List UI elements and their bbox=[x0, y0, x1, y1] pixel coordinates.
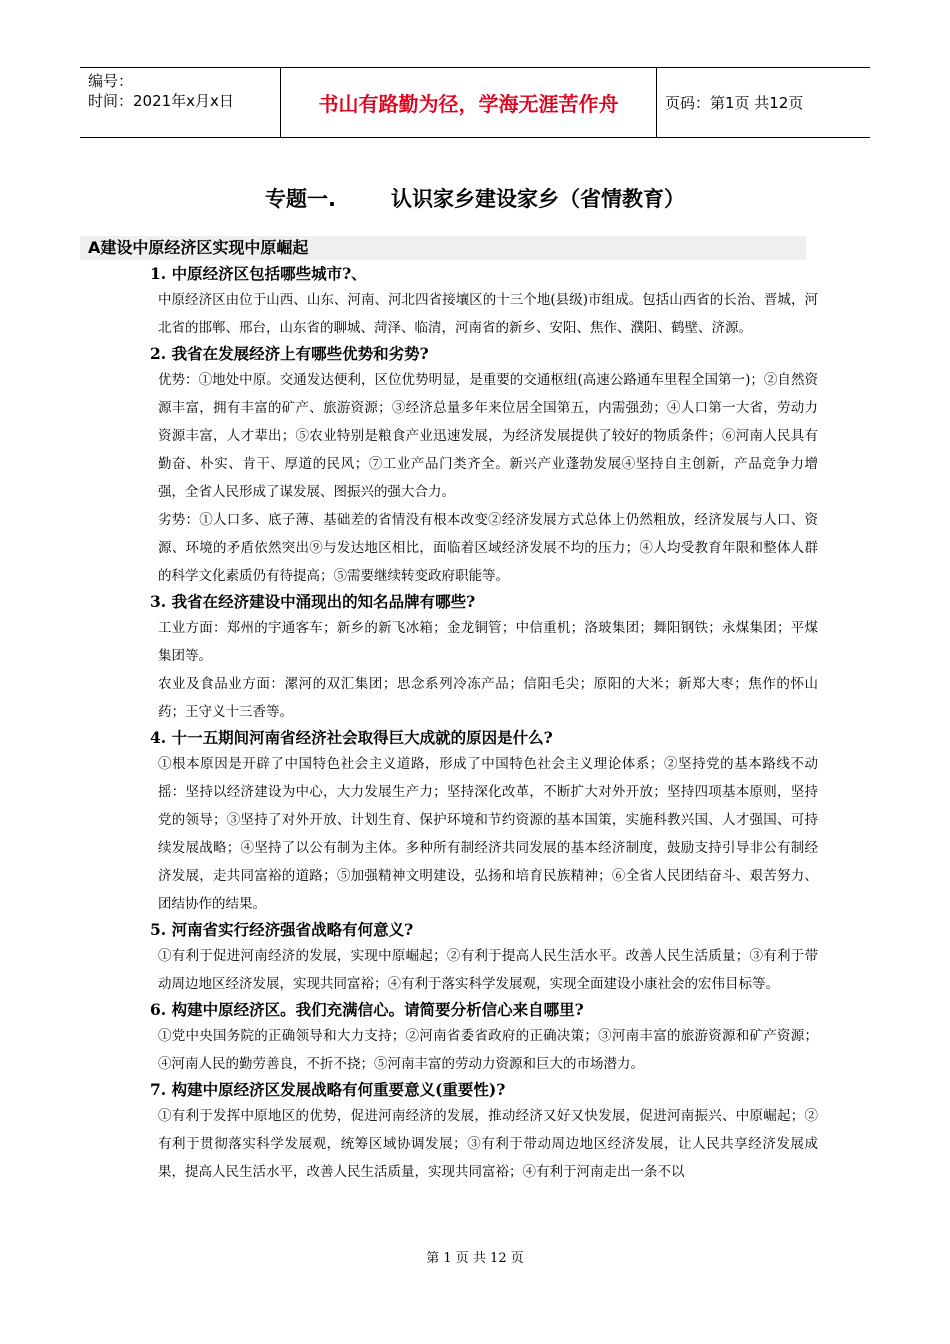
item-2 bbox=[150, 342, 818, 590]
question-heading: 6. 构建中原经济区。我们充满信心。请简要分析信心来自哪里? bbox=[150, 1000, 584, 1019]
question-heading: 1. 中原经济区包括哪些城市?、 bbox=[150, 264, 367, 283]
answer-paragraph: 优势：①地处中原。交通发达便利，区位优势明显，是重要的交通枢纽(高速公路通车里程全国第一)；②自然资源丰富，拥有丰富的矿产、旅游资源；③经济总量多年来位居全国第五，内需强劲；④人口第一大省，劳动力资源丰富，人才辈出；⑤农业特别是粮食产业迅速发展，为经济发展提供了较好的物质条件；⑥河南人民具有勤奋、朴实、肯干、厚道的民风；⑦工业产品门类齐全。新兴产业蓬勃发展④坚持自主创新，产品竞争力增强，全省人民形成了谋发展、图振兴的强大合力。 bbox=[158, 372, 818, 500]
section-heading: A建设中原经济区实现中原崛起 bbox=[80, 236, 806, 260]
item-3 bbox=[150, 590, 818, 726]
header-page-info: 页码：第1页 共12页 bbox=[665, 94, 804, 112]
content-body bbox=[150, 262, 818, 1186]
answer-paragraph: 中原经济区由位于山西、山东、河南、河北四省接壤区的十三个地(县级)市组成。包括山西省的长治、晋城，河北省的邯郸、邢台，山东省的聊城、菏泽、临清，河南省的新乡、安阳、焦作、濮阳、鹤壁、济源。 bbox=[158, 292, 818, 336]
item-6 bbox=[150, 998, 818, 1078]
answer-paragraph: 工业方面：郑州的宇通客车；新乡的新飞冰箱；金龙铜管；中信重机；洛玻集团；舞阳钢铁；永煤集团；平煤集团等。 bbox=[158, 620, 818, 664]
document-title bbox=[0, 183, 950, 213]
title-number: 专题一. bbox=[265, 187, 336, 211]
number-label: 编号： bbox=[88, 72, 134, 90]
item-7 bbox=[150, 1078, 818, 1186]
page-footer: 第 1 页 共 12 页 bbox=[426, 1251, 524, 1266]
question-heading: 3. 我省在经济建设中涌现出的知名品牌有哪些? bbox=[150, 592, 476, 611]
question-heading: 2. 我省在发展经济上有哪些优势和劣势? bbox=[150, 344, 429, 363]
answer-paragraph: ①有利于发挥中原地区的优势，促进河南经济的发展，推动经济又好又快发展，促进河南振兴、中原崛起；②有利于贯彻落实科学发展观，统筹区域协调发展；③有利于带动周边地区经济发展，让人民共享经济发展成果，提高人民生活水平，改善人民生活质量，实现共同富裕；④有利于河南走出一条不以 bbox=[158, 1108, 818, 1180]
answer-paragraph: 劣势：①人口多、底子薄、基础差的省情没有根本改变②经济发展方式总体上仍然粗放，经济发展与人口、资源、环境的矛盾依然突出⑨与发达地区相比，面临着区域经济发展不均的压力；④人均受教育年限和整体人群的科学文化素质仍有待提高；⑤需要继续转变政府职能等。 bbox=[158, 512, 818, 584]
answer-paragraph: 农业及食品业方面：漯河的双汇集团；思念系列冷冻产品；信阳毛尖；原阳的大米；新郑大枣；焦作的怀山药；王守义十三香等。 bbox=[158, 676, 818, 720]
question-heading: 5. 河南省实行经济强省战略有何意义? bbox=[150, 920, 414, 939]
title-text: 认识家乡建设家乡（省情教育） bbox=[390, 187, 685, 211]
date-line: 时间：2021年x月x日 bbox=[88, 92, 234, 110]
item-4 bbox=[150, 726, 818, 918]
answer-paragraph: ①党中央国务院的正确领导和大力支持；②河南省委省政府的正确决策；③河南丰富的旅游资源和矿产资源；④河南人民的勤劳善良，不折不挠；⑤河南丰富的劳动力资源和巨大的市场潜力。 bbox=[158, 1028, 818, 1072]
header-slogan: 书山有路勤为径，学海无涯苦作舟 bbox=[281, 68, 657, 137]
header-table bbox=[80, 67, 870, 138]
header-meta bbox=[80, 68, 281, 137]
answer-paragraph: ①有利于促进河南经济的发展，实现中原崛起；②有利于提高人民生活水平。改善人民生活质量；③有利于带动周边地区经济发展，实现共同富裕；④有利于落实科学发展观，实现全面建设小康社会的宏伟目标等。 bbox=[158, 948, 818, 992]
question-heading: 4. 十一五期间河南省经济社会取得巨大成就的原因是什么? bbox=[150, 728, 553, 747]
question-heading: 7. 构建中原经济区发展战略有何重要意义(重要性)? bbox=[150, 1080, 506, 1099]
item-5 bbox=[150, 918, 818, 998]
item-1 bbox=[150, 262, 818, 342]
answer-paragraph: ①根本原因是开辟了中国特色社会主义道路，形成了中国特色社会主义理论体系；②坚持党的基本路线不动摇：坚持以经济建设为中心，大力发展生产力；坚持深化改革，不断扩大对外开放；坚持四项基本原则，坚持党的领导；③坚持了对外开放、计划生育、保护环境和节约资源的基本国策，实施科教兴国、人才强国、可持续发展战略；④坚持了以公有制为主体。多种所有制经济共同发展的基本经济制度，鼓励支持引导非公有制经济发展，走共同富裕的道路；⑤加强精神文明建设，弘扬和培育民族精神；⑥全省人民团结奋斗、艰苦努力、团结协作的结果。 bbox=[158, 756, 818, 912]
